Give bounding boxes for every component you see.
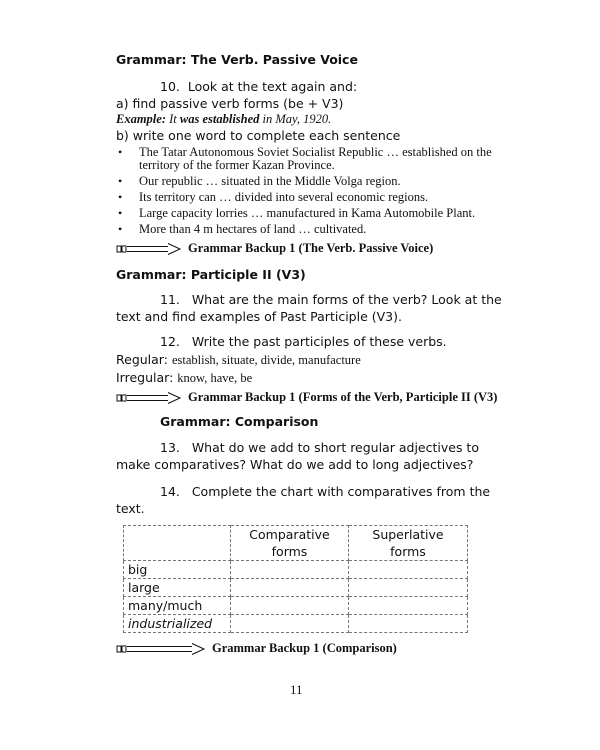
backup-comparison xyxy=(116,641,397,656)
task-13-line-1 xyxy=(160,440,479,455)
comparison-chart xyxy=(123,525,468,633)
chart-cell xyxy=(231,615,349,633)
task-14-number: 14. xyxy=(160,484,180,499)
task-10-text: Look at the text again and: xyxy=(187,79,358,94)
table-row xyxy=(124,579,468,597)
regular-line xyxy=(116,351,361,369)
table-row xyxy=(124,561,468,579)
task-12 xyxy=(160,334,447,349)
irregular-words: know, have, be xyxy=(177,371,253,385)
task-10-a: a) find passive verb forms (be + V3) xyxy=(116,96,344,111)
backup-passive-voice xyxy=(116,241,433,256)
task-13-line-2: make comparatives? What do we add to long adjectives? xyxy=(116,457,474,472)
list-item: • Its territory can … divided into several economic regions. xyxy=(118,191,498,204)
arrow-icon xyxy=(116,243,182,255)
heading-comparison: Grammar: Comparison xyxy=(160,414,319,429)
chart-row-label: large xyxy=(124,579,231,597)
backup-comparison-label: Grammar Backup 1 (Comparison) xyxy=(212,641,397,655)
chart-row-label: many/much xyxy=(124,597,231,615)
chart-cell xyxy=(349,579,468,597)
chart-cell xyxy=(349,615,468,633)
chart-corner-cell xyxy=(124,526,231,561)
example-post: in May, 1920. xyxy=(262,112,332,126)
task-11-line-2: text and find examples of Past Participle (V3). xyxy=(116,309,402,324)
passive-sentences-list xyxy=(118,146,498,239)
list-item: • More than 4 m hectares of land … cultivated. xyxy=(118,223,498,236)
heading-passive-voice: Grammar: The Verb. Passive Voice xyxy=(116,52,358,67)
chart-header-superlative: Superlative forms xyxy=(349,526,468,561)
example-line xyxy=(116,112,331,127)
chart-cell xyxy=(231,561,349,579)
chart-cell xyxy=(349,597,468,615)
task-12-text: Write the past participles of these verbs. xyxy=(191,334,447,349)
chart-cell xyxy=(349,561,468,579)
irregular-line xyxy=(116,369,252,387)
example-pre: It xyxy=(169,112,177,126)
task-13-number: 13. xyxy=(160,440,180,455)
task-11-text: What are the main forms of the verb? Look at the xyxy=(191,292,502,307)
table-row xyxy=(124,597,468,615)
example-label: Example: xyxy=(116,112,166,126)
chart-cell xyxy=(231,579,349,597)
chart-header-comparative: Comparative forms xyxy=(231,526,349,561)
regular-words: establish, situate, divide, manufacture xyxy=(171,353,361,367)
example-bold: was established xyxy=(179,112,260,126)
irregular-label: Irregular: xyxy=(116,370,174,385)
list-item: • Our republic … situated in the Middle Volga region. xyxy=(118,175,498,188)
backup-passive-voice-label: Grammar Backup 1 (The Verb. Passive Voice) xyxy=(188,241,434,255)
list-item: • Large capacity lorries … manufactured in Kama Automobile Plant. xyxy=(118,207,498,220)
table-row xyxy=(124,615,468,633)
heading-participle: Grammar: Participle II (V3) xyxy=(116,267,306,282)
task-11-line-1 xyxy=(160,292,502,307)
arrow-icon xyxy=(116,643,206,655)
chart-row-label: industrialized xyxy=(124,615,231,633)
task-14-line-2: text. xyxy=(116,501,145,516)
table-row xyxy=(124,526,468,561)
arrow-icon xyxy=(116,392,182,404)
page-number: 11 xyxy=(290,682,303,697)
task-12-number: 12. xyxy=(160,334,180,349)
backup-participle-label: Grammar Backup 1 (Forms of the Verb, Participle II (V3) xyxy=(188,390,498,404)
task-10-b: b) write one word to complete each sentence xyxy=(116,128,401,143)
task-14-line-1 xyxy=(160,484,490,499)
backup-participle xyxy=(116,390,497,405)
task-11-number: 11. xyxy=(160,292,180,307)
list-item: • The Tatar Autonomous Soviet Socialist Republic … established on the territory of the former Kazan Province. xyxy=(118,146,498,172)
chart-cell xyxy=(231,597,349,615)
task-14-text: Complete the chart with comparatives from the xyxy=(191,484,491,499)
task-10 xyxy=(160,79,357,94)
task-13-text: What do we add to short regular adjectives to xyxy=(191,440,479,455)
regular-label: Regular: xyxy=(116,352,168,367)
chart-row-label: big xyxy=(124,561,231,579)
task-10-number: 10. xyxy=(160,79,180,94)
